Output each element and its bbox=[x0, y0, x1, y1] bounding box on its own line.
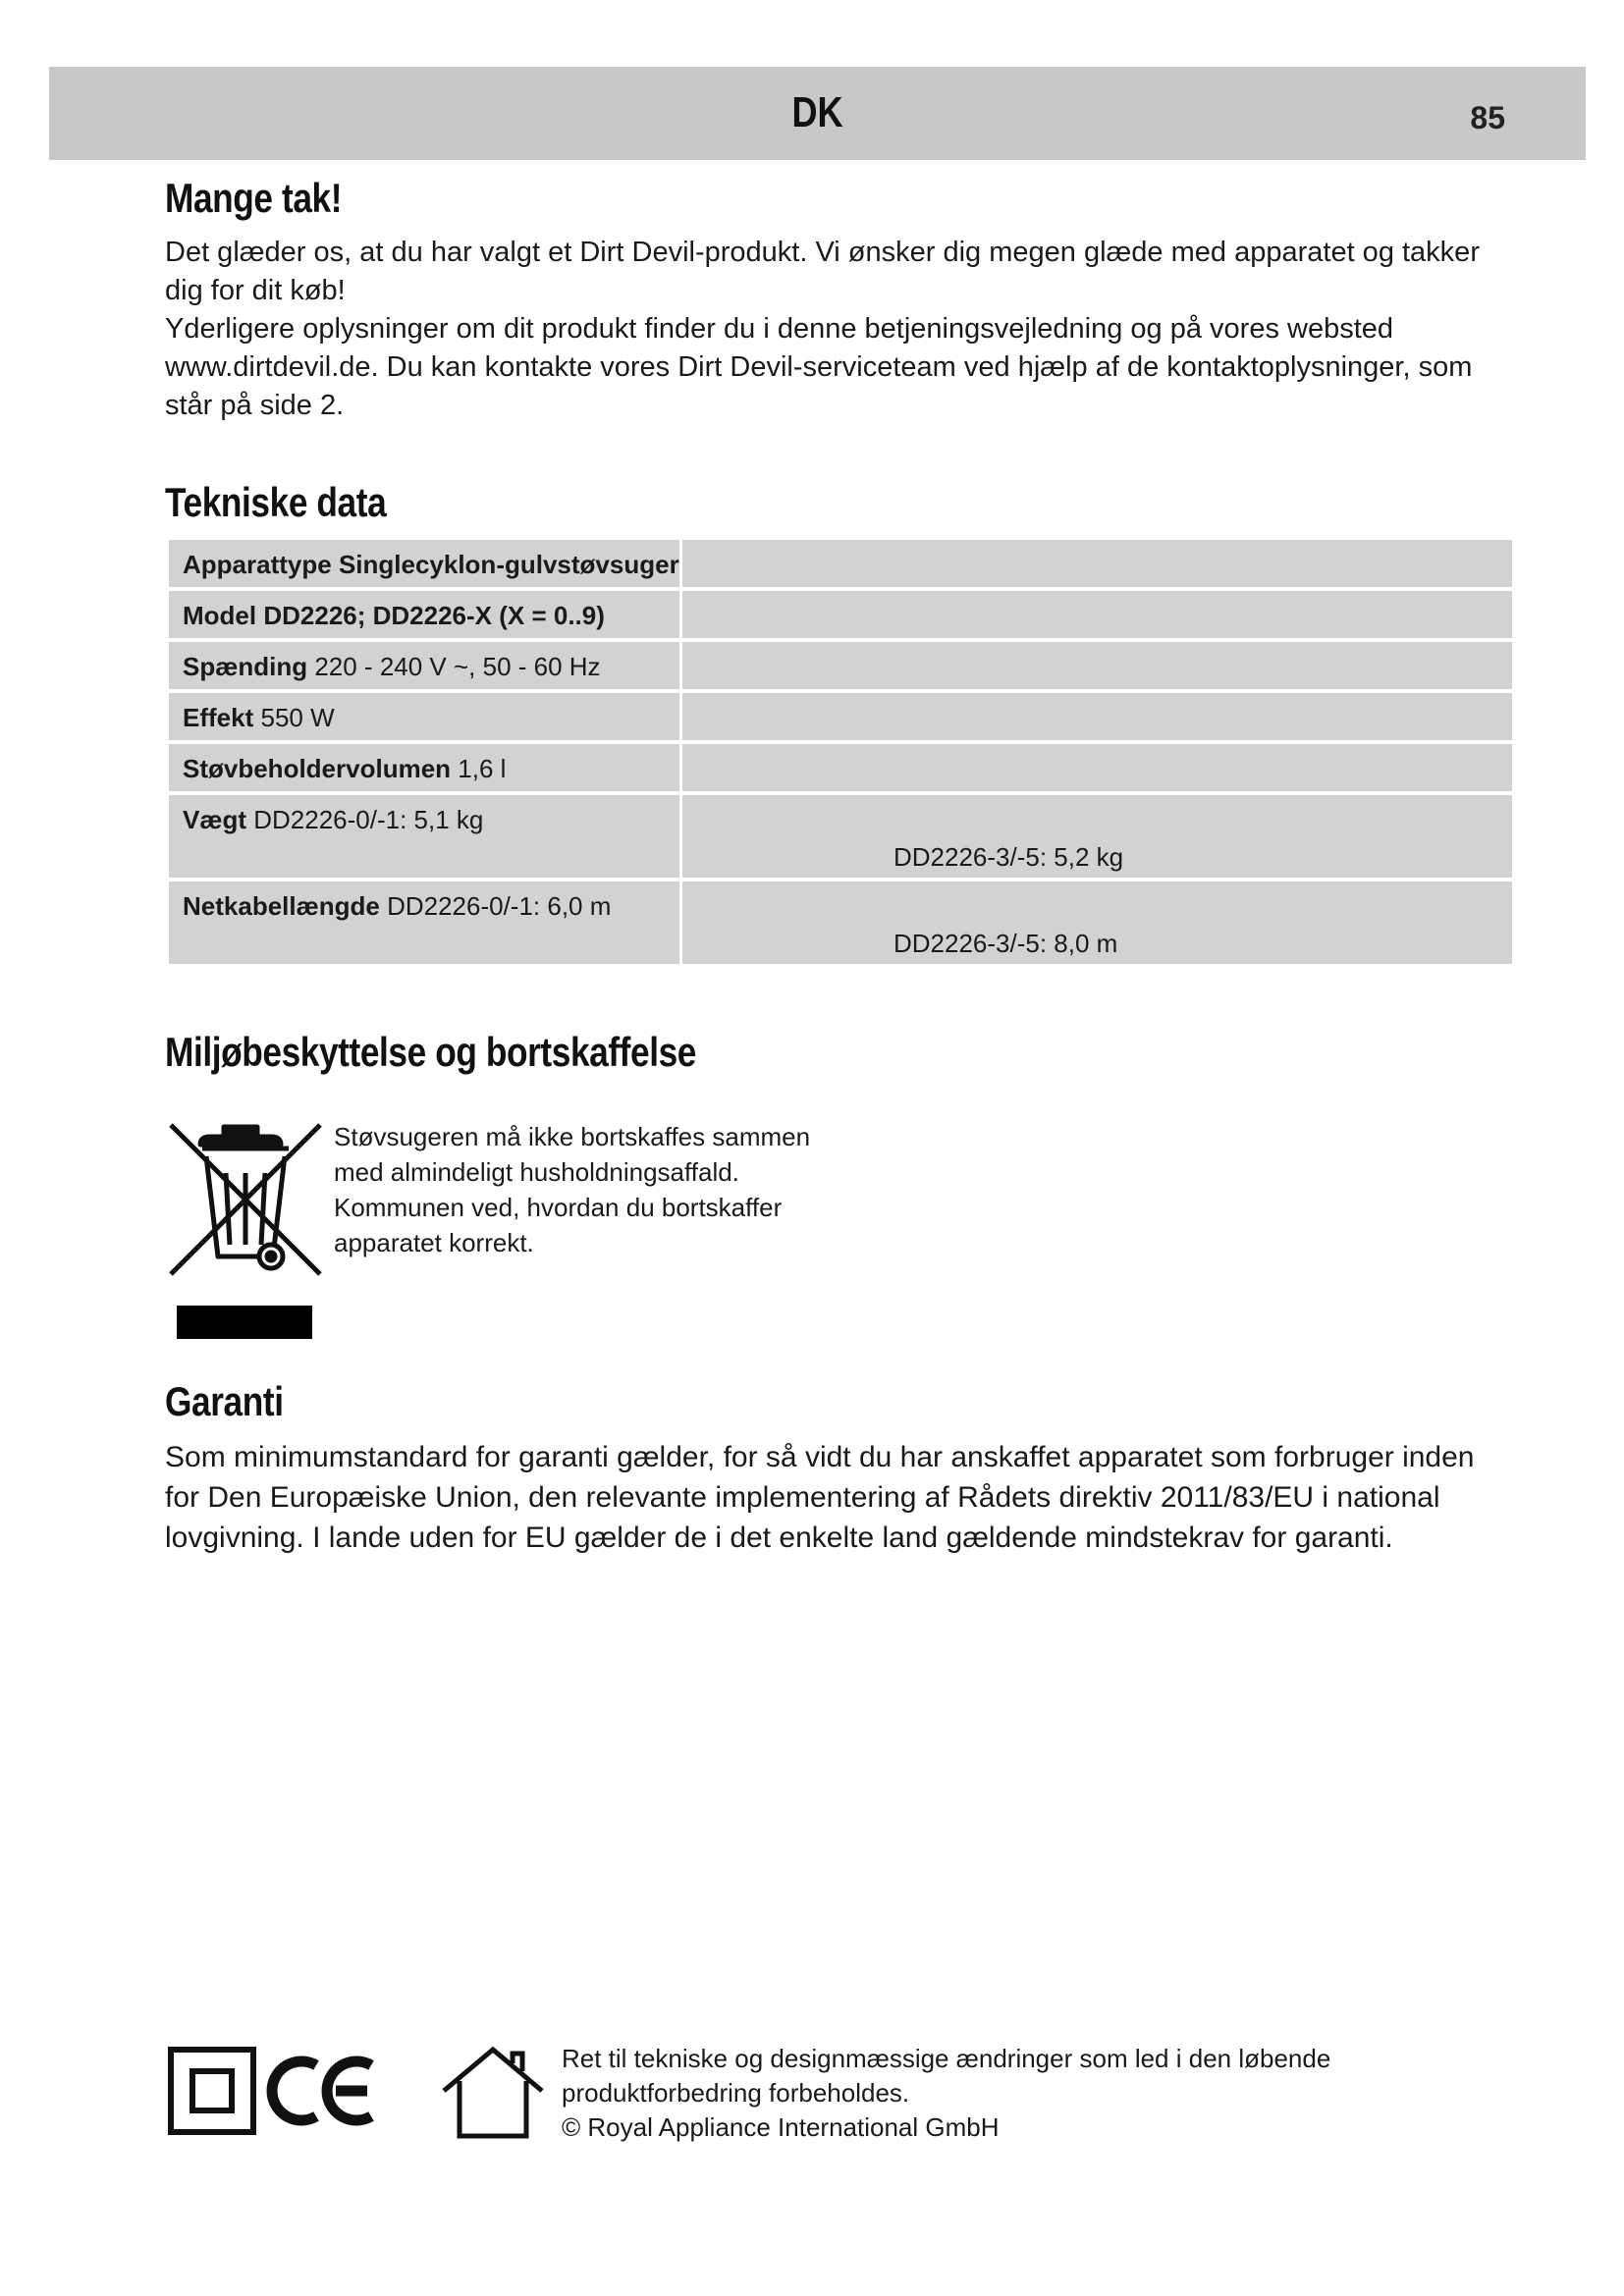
ce-mark-icon bbox=[272, 2061, 371, 2120]
row-value: DD2226-0/-1: 6,0 m bbox=[387, 891, 612, 921]
row-label: Spænding bbox=[183, 652, 308, 681]
row-label: Netkabellængde bbox=[183, 891, 380, 921]
thanks-paragraph-1: Det glæder os, at du har valgt et Dirt Devil-produkt. Vi ønsker dig megen glæde med apparatet og takker dig for dit køb! bbox=[165, 237, 1480, 306]
row-label: Støvbeholdervolumen bbox=[183, 754, 452, 783]
row-value: DD2226; DD2226-X (X = 0..9) bbox=[263, 601, 605, 630]
environment-heading: Miljøbeskyttelse og bortskaffelse bbox=[165, 1029, 696, 1075]
footer-disclaimer: Ret til tekniske og designmæssige ændringer som led i den løbende produktforbedring forbeholdes. bbox=[562, 2044, 1331, 2108]
table-row bbox=[169, 642, 1512, 693]
thanks-heading: Mange tak! bbox=[165, 175, 343, 221]
row-value: 1,6 l bbox=[458, 754, 507, 783]
table-row bbox=[169, 591, 1512, 642]
row-value-second-line: DD2226-3/-5: 5,2 kg bbox=[893, 842, 1124, 872]
warranty-heading: Garanti bbox=[165, 1378, 284, 1424]
warranty-text: Som minimumstandard for garanti gælder, for så vidt du har anskaffet apparatet som forbruger inden for Den Europæiske Union, den relevante implementering af Rådets direktiv 2011/83/EU i national lovgivning. I lande uden for EU gælder de i det enkelte land gældende mindstekrav for garanti. bbox=[165, 1441, 1475, 1554]
header-bar bbox=[49, 67, 1586, 160]
footer-icons bbox=[167, 2042, 550, 2140]
tech-heading: Tekniske data bbox=[165, 479, 387, 525]
footer-copyright: © Royal Appliance International GmbH bbox=[562, 2112, 1000, 2142]
table-row bbox=[169, 744, 1512, 795]
environment-text: Støvsugeren må ikke bortskaffes sammen med almindeligt husholdningsaffald. Kommunen ved, hvordan du bortskaffer apparatet korrekt. bbox=[334, 1122, 811, 1257]
table-row bbox=[169, 693, 1512, 744]
row-value: DD2226-0/-1: 5,1 kg bbox=[253, 805, 484, 834]
tech-data-table bbox=[169, 540, 1512, 968]
table-row bbox=[169, 795, 1512, 881]
row-label: Vægt bbox=[183, 805, 246, 834]
row-value: Singlecyklon-gulvstøvsuger bbox=[338, 550, 679, 579]
row-label: Effekt bbox=[183, 703, 254, 732]
footer-text bbox=[562, 2042, 1524, 2145]
row-value-second-line: DD2226-3/-5: 8,0 m bbox=[893, 929, 1118, 958]
row-value: 220 - 240 V ~, 50 - 60 Hz bbox=[314, 652, 601, 681]
page-number: 85 bbox=[1470, 100, 1505, 135]
table-row bbox=[169, 540, 1512, 591]
weee-crossed-bin-icon bbox=[167, 1119, 324, 1345]
thanks-paragraph-2: Yderligere oplysninger om dit produkt finder du i denne betjeningsvejledning og på vores websted www.dirtdevil.de. Du kan kontakte vores Dirt Devil-serviceteam ved hjælp af de kontaktoplysninger, som står på side 2. bbox=[165, 313, 1473, 421]
row-label: Model bbox=[183, 601, 257, 630]
country-code: DK bbox=[791, 88, 843, 136]
row-value: 550 W bbox=[260, 703, 335, 732]
double-insulation-icon bbox=[171, 2050, 253, 2132]
indoor-use-house-icon bbox=[444, 2050, 542, 2136]
thanks-text bbox=[165, 234, 1510, 425]
row-label: Apparattype bbox=[183, 550, 332, 579]
table-row bbox=[169, 881, 1512, 968]
